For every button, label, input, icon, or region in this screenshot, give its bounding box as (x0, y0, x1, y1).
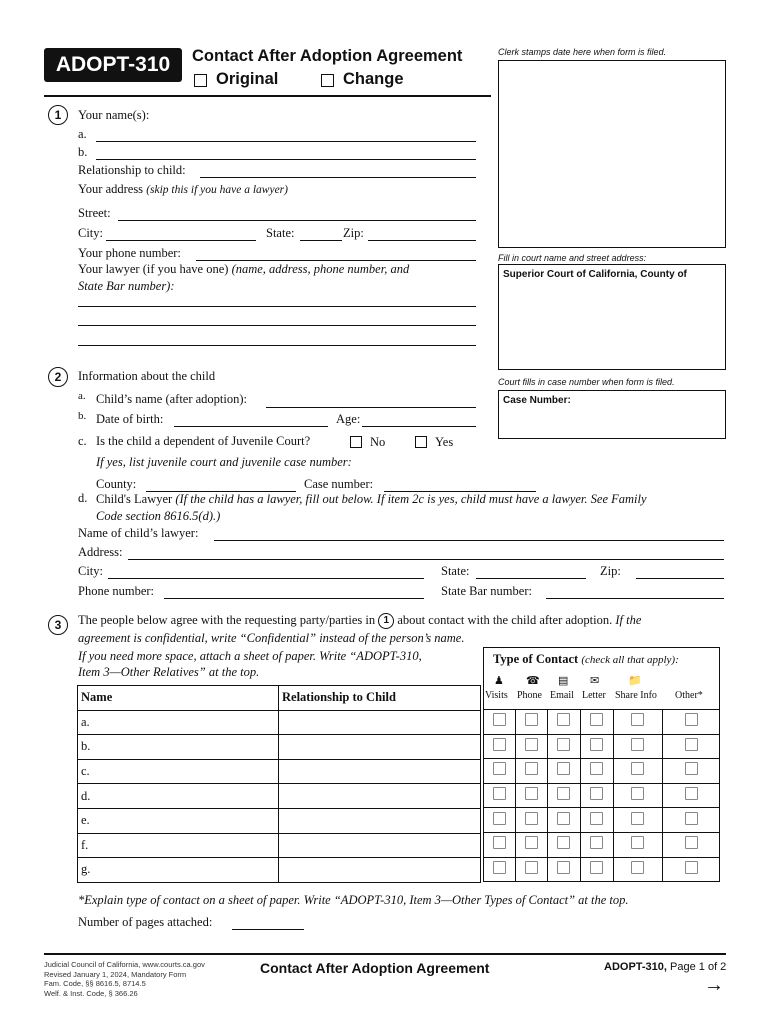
contact-type-checkbox[interactable] (493, 738, 506, 751)
contact-grid-row (484, 710, 720, 735)
contact-grid-cell (515, 832, 547, 857)
contact-grid-cell (547, 783, 580, 808)
original-option[interactable] (194, 70, 278, 89)
relationship-cell[interactable] (279, 808, 481, 833)
contact-grid-cell (613, 808, 663, 833)
contact-type-checkbox[interactable] (631, 812, 644, 825)
state-label: State: (266, 226, 295, 240)
relationship-column-header: Relationship to Child (279, 686, 481, 711)
child-phone-field[interactable] (164, 598, 424, 599)
contact-grid-cell (484, 734, 516, 759)
dependent-yes-checkbox[interactable] (415, 436, 427, 448)
lawyer-name-label: Name of child’s lawyer: (78, 526, 199, 540)
contact-type-checkbox[interactable] (493, 861, 506, 874)
contact-grid-cell (613, 734, 663, 759)
header-rule (44, 95, 491, 97)
next-page-arrow: → (704, 974, 724, 996)
contact-grid-cell (613, 857, 663, 882)
child-a-letter: a. (78, 390, 86, 402)
contact-grid-cell (613, 832, 663, 857)
contact-type-checkbox[interactable] (685, 713, 698, 726)
name-column-header: Name (78, 686, 279, 711)
contact-type-checkbox[interactable] (493, 812, 506, 825)
relationship-field[interactable] (200, 177, 476, 178)
child-name-field[interactable] (266, 407, 476, 408)
contact-grid-cell (547, 832, 580, 857)
contact-type-checkbox[interactable] (557, 836, 570, 849)
share-info-icon: 📁 (628, 675, 642, 687)
contact-grid-cell (484, 832, 516, 857)
phone-icon: ☎ (526, 675, 540, 687)
contact-grid-cell (484, 808, 516, 833)
confidential-note: agreement is confidential, write “Confidential” instead of the person’s name. (78, 631, 465, 645)
contact-type-checkbox[interactable] (685, 787, 698, 800)
phone-contact-label: Phone (517, 690, 542, 701)
child-state-label: State: (441, 564, 470, 578)
child-address-label: Address: (78, 545, 123, 559)
contact-grid-cell (580, 832, 613, 857)
contact-type-checkbox[interactable] (557, 812, 570, 825)
child-state-field[interactable] (476, 578, 586, 579)
contact-type-checkbox[interactable] (685, 762, 698, 775)
contact-type-checkbox[interactable] (525, 762, 538, 775)
contact-grid-cell (663, 759, 720, 784)
contact-grid-cell (663, 832, 720, 857)
contact-type-checkbox[interactable] (493, 836, 506, 849)
agreement-intro: The people below agree with the requesting party/parties in 1 about contact with the child after adoption. If the (78, 613, 641, 629)
contact-grid-cell (580, 783, 613, 808)
child-lawyer-note: Code section 8616.5(d).) (96, 509, 221, 523)
state-field[interactable] (300, 240, 342, 241)
more-space-note-1: If you need more space, attach a sheet of paper. Write “ADOPT-310, (78, 649, 422, 663)
table-row (78, 784, 481, 809)
name-cell[interactable]: c. (78, 759, 279, 784)
phone-label: Your phone number: (78, 246, 181, 260)
case-number-label: Case Number: (503, 395, 571, 406)
form-title: Contact After Adoption Agreement (192, 47, 463, 65)
contact-type-checkbox[interactable] (590, 861, 603, 874)
relationship-cell[interactable] (279, 735, 481, 760)
contact-type-checkbox[interactable] (590, 762, 603, 775)
your-names-label: Your name(s): (78, 108, 150, 122)
contact-grid-cell (547, 710, 580, 735)
other-label: Other* (675, 690, 703, 701)
lawyer-field-2[interactable] (78, 325, 476, 326)
pages-attached-field[interactable] (232, 929, 304, 930)
name-cell[interactable]: g. (78, 858, 279, 883)
case-number-box[interactable] (498, 390, 726, 439)
contact-grid-cell (484, 857, 516, 882)
child-d-letter: d. (78, 491, 88, 505)
letter-icon: ✉ (590, 675, 600, 687)
court-name-label: Superior Court of California, County of (503, 269, 687, 280)
section-1-number: 1 (48, 105, 68, 125)
relationship-cell[interactable] (279, 858, 481, 883)
clerk-stamp-box (498, 60, 726, 248)
zip-field[interactable] (368, 240, 476, 241)
table-row (78, 710, 481, 735)
table-row (78, 833, 481, 858)
contact-type-checkbox[interactable] (557, 713, 570, 726)
age-field[interactable] (362, 426, 476, 427)
contact-grid-cell (613, 710, 663, 735)
dependent-yes-label: Yes (435, 435, 454, 449)
contact-type-checkbox[interactable] (493, 762, 506, 775)
relationship-cell[interactable] (279, 833, 481, 858)
child-zip-field[interactable] (636, 578, 724, 579)
pages-attached-label: Number of pages attached: (78, 915, 213, 929)
contact-grid-cell (547, 857, 580, 882)
contact-type-checkbox[interactable] (685, 812, 698, 825)
contact-type-checkbox[interactable] (590, 713, 603, 726)
contact-type-checkbox[interactable] (631, 787, 644, 800)
contact-grid-cell (663, 734, 720, 759)
contact-grid-cell (580, 734, 613, 759)
contact-grid-row (484, 857, 720, 882)
form-id-badge: ADOPT-310 (44, 48, 182, 82)
lawyer-note: State Bar number): (78, 279, 175, 293)
contact-grid-cell (484, 710, 516, 735)
contact-type-checkbox[interactable] (631, 762, 644, 775)
contact-type-checkbox[interactable] (590, 787, 603, 800)
relationship-cell[interactable] (279, 784, 481, 809)
contact-type-checkbox[interactable] (590, 836, 603, 849)
child-lawyer-label: Child's Lawyer (If the child has a lawyer, fill out below. If item 2c is yes, child must have a lawyer. See Family (96, 492, 647, 506)
contact-type-checkbox[interactable] (685, 861, 698, 874)
clerk-stamp-note: Clerk stamps date here when form is filed. (498, 47, 667, 57)
contact-type-checkbox[interactable] (631, 836, 644, 849)
table-row (78, 735, 481, 760)
contact-grid-cell (547, 808, 580, 833)
name-cell[interactable]: b. (78, 735, 279, 760)
contact-type-checkbox[interactable] (631, 861, 644, 874)
contact-type-checkbox[interactable] (557, 762, 570, 775)
name-a-letter: a. (78, 127, 87, 141)
people-table (77, 685, 481, 883)
change-option[interactable] (321, 70, 404, 89)
email-label: Email (550, 690, 574, 701)
type-of-contact-title: Type of Contact (check all that apply): (493, 652, 679, 666)
contact-type-checkbox[interactable] (493, 713, 506, 726)
original-label: Original (216, 70, 279, 88)
name-b-letter: b. (78, 145, 88, 159)
people-table-header (78, 686, 481, 711)
court-fill-note: Fill in court name and street address: (498, 253, 647, 263)
city-label: City: (78, 226, 104, 240)
contact-type-checkbox[interactable] (525, 713, 538, 726)
state-bar-label: State Bar number: (441, 584, 532, 598)
contact-grid-cell (663, 857, 720, 882)
contact-type-checkbox[interactable] (525, 812, 538, 825)
contact-grid-cell (663, 808, 720, 833)
street-field[interactable] (118, 220, 476, 221)
contact-grid-row (484, 759, 720, 784)
dependent-no-checkbox[interactable] (350, 436, 362, 448)
table-row (78, 858, 481, 883)
letter-label: Letter (582, 690, 606, 701)
child-info-heading: Information about the child (78, 369, 216, 383)
street-label: Street: (78, 206, 111, 220)
contact-type-checkbox[interactable] (631, 738, 644, 751)
contact-type-checkbox[interactable] (685, 738, 698, 751)
footer-citation: Judicial Council of California, www.courts.ca.gov Revised January 1, 2024, Mandatory Form Fam. Code, §§ 8616.5, 8714.5 Welf. & Inst. Code, § 366.26 (44, 960, 205, 998)
table-row (78, 808, 481, 833)
lawyer-name-field[interactable] (214, 540, 724, 541)
contact-grid-cell (580, 759, 613, 784)
name-b-field[interactable] (96, 159, 476, 160)
contact-type-checkbox[interactable] (590, 812, 603, 825)
juvenile-note: If yes, list juvenile court and juvenile case number: (96, 455, 352, 469)
name-a-field[interactable] (96, 141, 476, 142)
child-name-label: Child’s name (after adoption): (96, 392, 248, 406)
contact-type-checkbox[interactable] (525, 738, 538, 751)
contact-type-checkbox[interactable] (557, 787, 570, 800)
court-name-box[interactable] (498, 264, 726, 370)
address-label: Your address (skip this if you have a lawyer) (78, 182, 288, 196)
contact-grid-cell (580, 857, 613, 882)
child-city-label: City: (78, 564, 104, 578)
contact-grid-cell (515, 759, 547, 784)
dependent-no-label: No (370, 435, 386, 449)
contact-grid-cell (613, 783, 663, 808)
dob-label: Date of birth: (96, 412, 164, 426)
footer-page: ADOPT-310, Page 1 of 2 (604, 961, 727, 973)
name-cell[interactable]: d. (78, 784, 279, 809)
contact-type-checkbox[interactable] (525, 861, 538, 874)
contact-grid-cell (663, 710, 720, 735)
contact-type-checkbox[interactable] (525, 787, 538, 800)
state-bar-field[interactable] (546, 598, 724, 599)
name-cell[interactable]: f. (78, 833, 279, 858)
dob-field[interactable] (174, 426, 328, 427)
visits-label: Visits (485, 690, 508, 701)
juvenile-case-label: Case number: (304, 477, 374, 491)
contact-type-checkbox[interactable] (631, 713, 644, 726)
change-checkbox[interactable] (321, 74, 334, 87)
change-label: Change (343, 70, 404, 88)
relationship-cell[interactable] (279, 759, 481, 784)
contact-grid-cell (515, 783, 547, 808)
contact-type-grid (483, 709, 720, 882)
contact-grid-row (484, 734, 720, 759)
contact-type-checkbox[interactable] (493, 787, 506, 800)
child-zip-label: Zip: (600, 564, 621, 578)
original-checkbox[interactable] (194, 74, 207, 87)
contact-grid-cell (515, 710, 547, 735)
child-c-letter: c. (78, 434, 87, 448)
phone-field[interactable] (196, 260, 476, 261)
contact-grid-cell (515, 808, 547, 833)
share-info-label: Share Info (615, 690, 657, 701)
contact-type-checkbox[interactable] (685, 836, 698, 849)
case-fill-note: Court fills in case number when form is filed. (498, 377, 675, 387)
name-cell[interactable]: a. (78, 710, 279, 735)
footer-rule (44, 953, 726, 955)
footer-title: Contact After Adoption Agreement (260, 960, 490, 976)
contact-grid-cell (515, 857, 547, 882)
contact-grid-cell (663, 783, 720, 808)
contact-grid-row (484, 783, 720, 808)
section-1-reference: 1 (378, 613, 394, 629)
contact-type-checkbox[interactable] (557, 738, 570, 751)
child-address-field[interactable] (128, 559, 724, 560)
city-field[interactable] (106, 240, 256, 241)
contact-type-checkbox[interactable] (590, 738, 603, 751)
table-row (78, 759, 481, 784)
contact-type-checkbox[interactable] (557, 861, 570, 874)
contact-grid-cell (547, 734, 580, 759)
contact-grid-cell (484, 783, 516, 808)
child-city-field[interactable] (108, 578, 424, 579)
relationship-label: Relationship to child: (78, 163, 186, 177)
explain-note: *Explain type of contact on a sheet of paper. Write “ADOPT-310, Item 3—Other Types of Contact” at the top. (78, 893, 629, 907)
contact-grid-cell (547, 759, 580, 784)
child-b-letter: b. (78, 410, 87, 422)
visits-icon: ♟ (494, 675, 504, 687)
relationship-cell[interactable] (279, 710, 481, 735)
child-phone-label: Phone number: (78, 584, 155, 598)
contact-grid-row (484, 808, 720, 833)
name-cell[interactable]: e. (78, 808, 279, 833)
contact-grid-cell (580, 808, 613, 833)
more-space-note-2: Item 3—Other Relatives” at the top. (78, 665, 260, 679)
section-3-number: 3 (48, 615, 68, 635)
county-label: County: (96, 477, 137, 491)
lawyer-field-3[interactable] (78, 345, 476, 346)
section-2-number: 2 (48, 367, 68, 387)
lawyer-label: Your lawyer (if you have one) (name, address, phone number, and (78, 262, 410, 276)
contact-type-checkbox[interactable] (525, 836, 538, 849)
lawyer-field-1[interactable] (78, 306, 476, 307)
email-icon: ▤ (558, 675, 569, 687)
age-label: Age: (336, 412, 361, 426)
contact-grid-cell (484, 759, 516, 784)
dependent-question: Is the child a dependent of Juvenile Court? (96, 434, 311, 448)
contact-grid-row (484, 832, 720, 857)
contact-grid-cell (580, 710, 613, 735)
zip-label: Zip: (343, 226, 364, 240)
contact-grid-cell (613, 759, 663, 784)
contact-grid-cell (515, 734, 547, 759)
